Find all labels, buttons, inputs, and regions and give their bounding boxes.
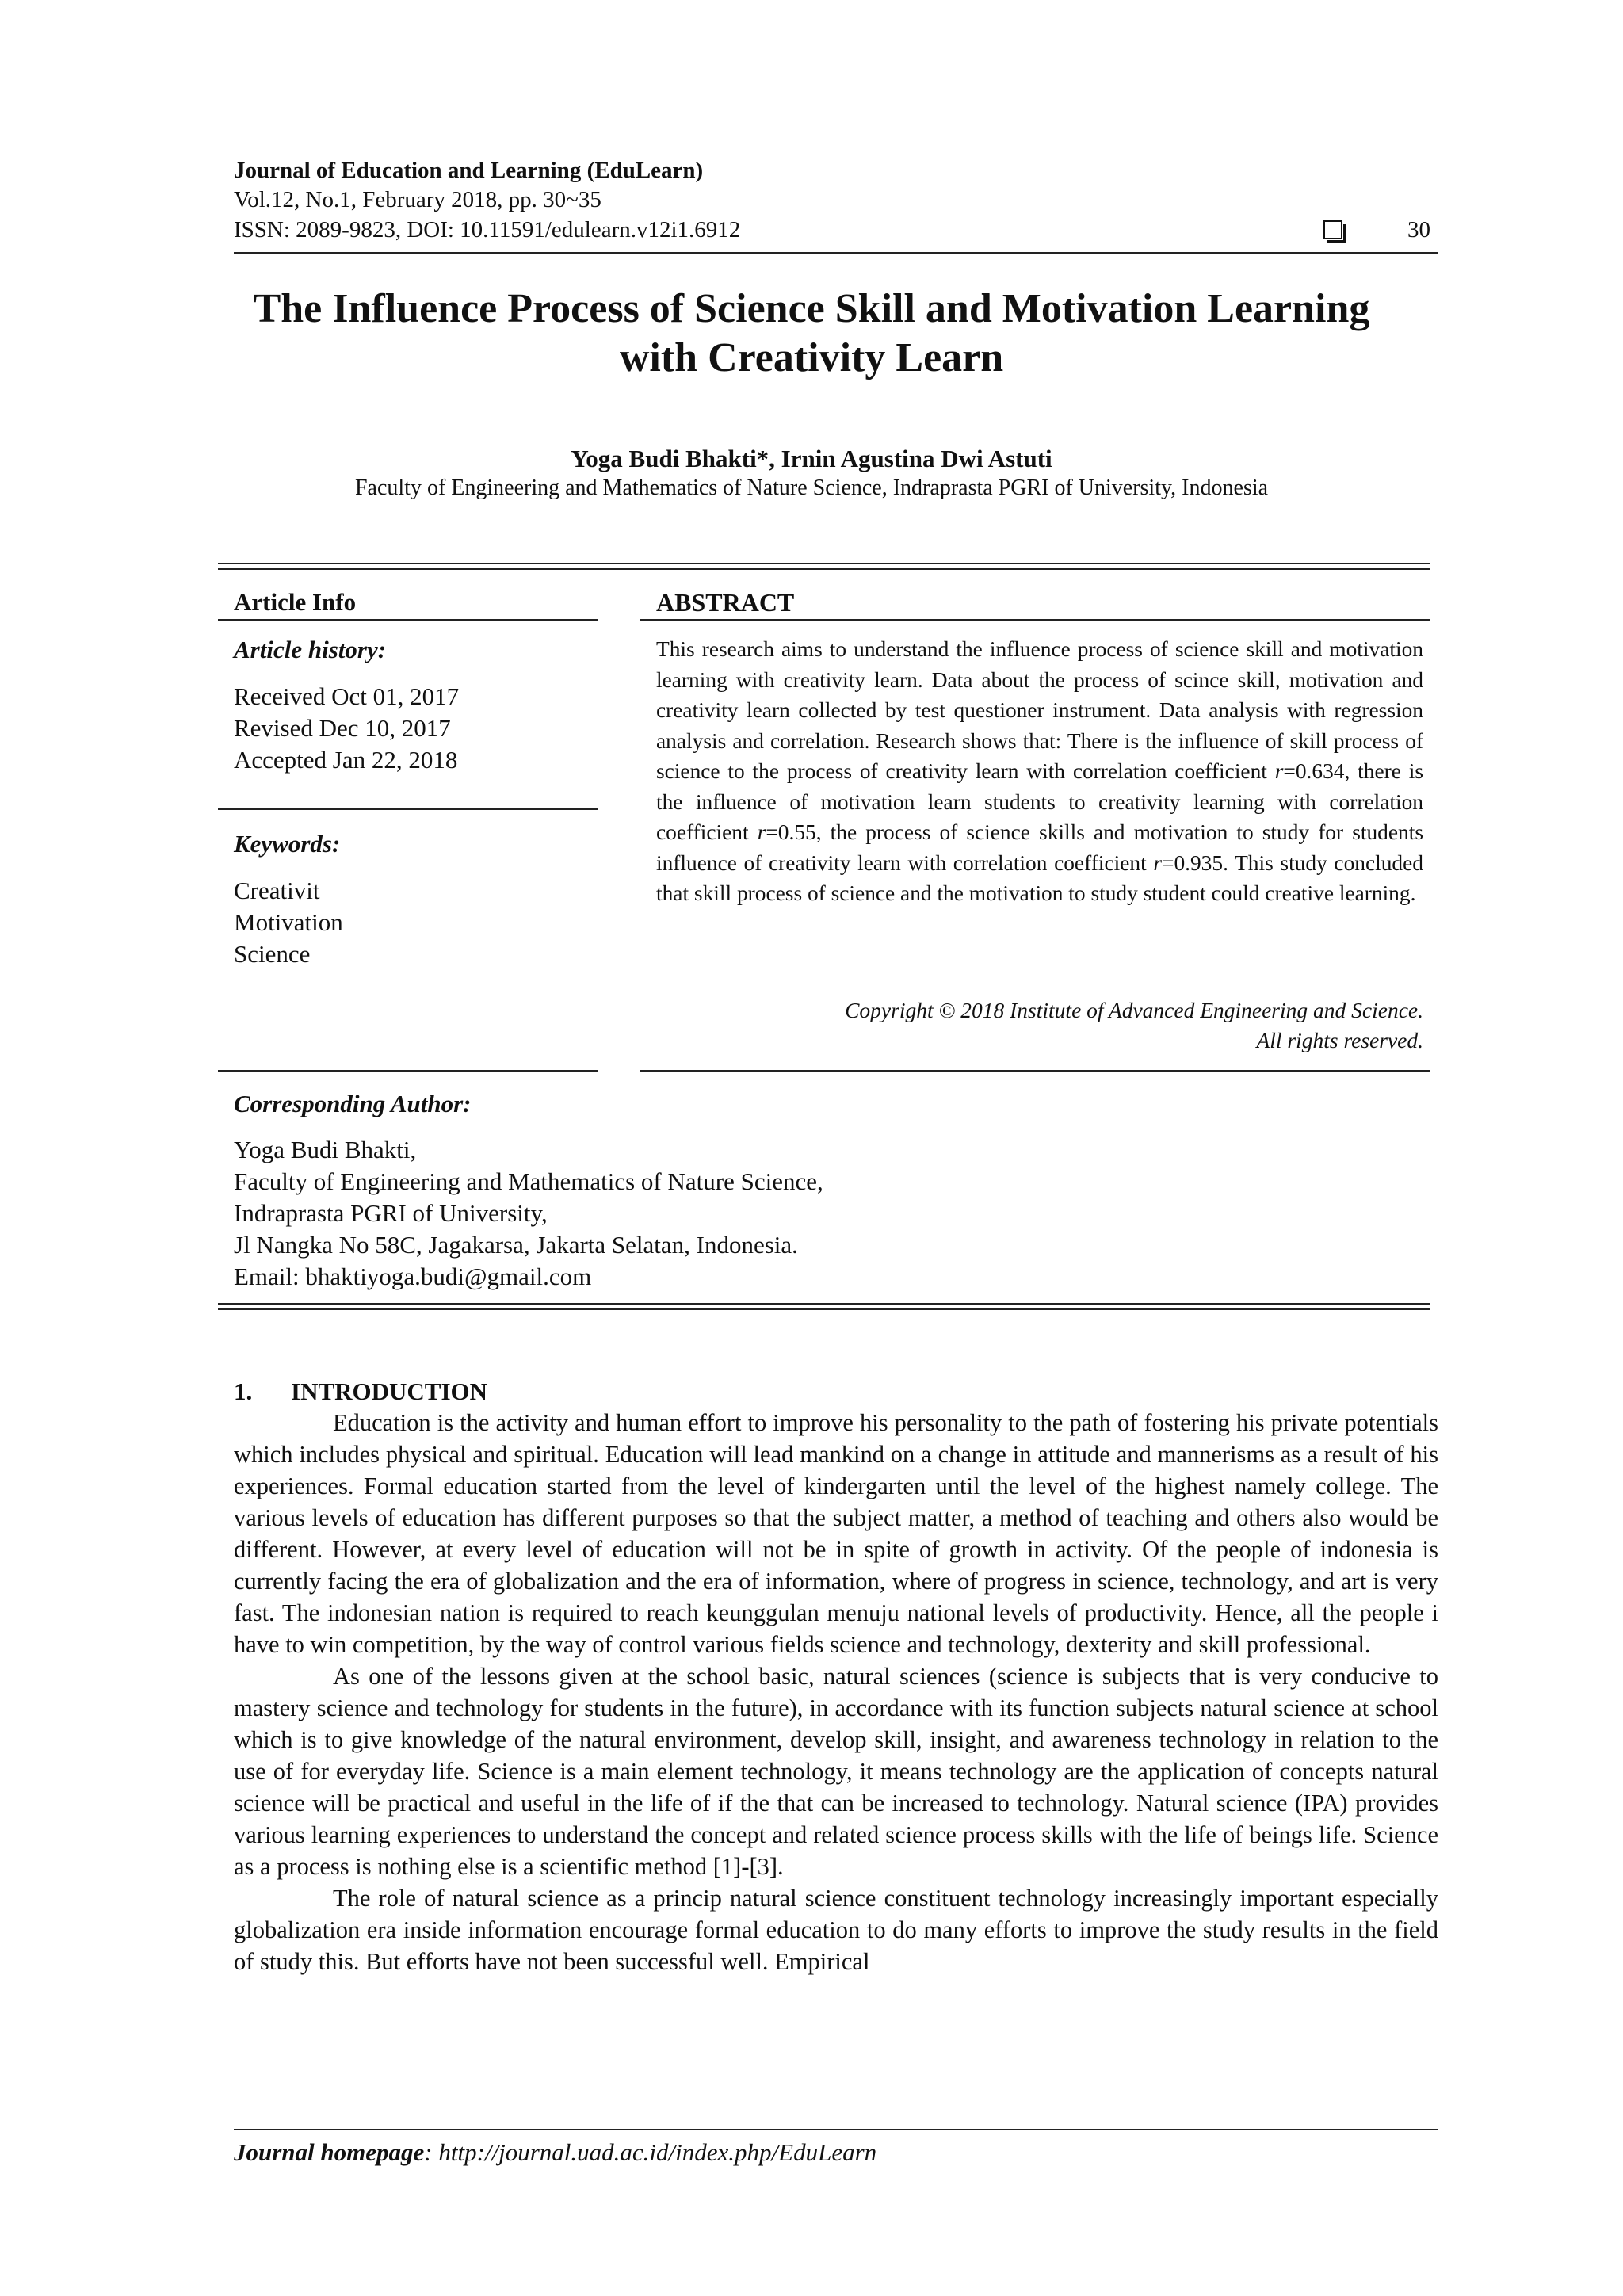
keywords-list xyxy=(234,875,598,970)
intro-paragraph-3: The role of natural science as a princip natural science constituent technology increasingly important especially globalization era inside information encourage formal education to do many efforts to improve the study results in the field of study this. But efforts have not been successful well. Empirical xyxy=(234,1885,1438,1975)
accepted-date: Accepted Jan 22, 2018 xyxy=(234,746,458,774)
info-top-rule-2 xyxy=(218,568,1430,570)
copyright-line2: All rights reserved. xyxy=(1256,1028,1423,1052)
paper-title-line1: The Influence Process of Science Skill and Motivation Learning xyxy=(253,286,1370,331)
journal-name: Journal of Education and Learning (EduLearn) xyxy=(234,158,704,183)
author-bottom-rule-2 xyxy=(218,1308,1430,1310)
revised-date: Revised Dec 10, 2017 xyxy=(234,714,451,742)
intro-paragraph-2: As one of the lessons given at the school basic, natural sciences (science is subjects that is very conducive to mastery science and technology for students in the future), in accordance with its function subjects natural science at school which is to give knowledge of the natural environment, develop skill, insight, and awareness technology in relation to the use of for everyday life. Science is a main element technology, it means technology are the application of concepts natural science will be practical and useful in the life of if the that can be increased to technology. Natural science (IPA) provides various learning experiences to understand the concept and related science process skills with the life of beings life. Science as a process is nothing else is a scientific method [1]-[3]. xyxy=(234,1663,1438,1880)
footer-rule xyxy=(234,2129,1438,2130)
keywords-label: Keywords: xyxy=(234,830,341,858)
journal-issn: ISSN: 2089-9823, DOI: 10.11591/edulearn.v12i1.6912 xyxy=(234,217,741,243)
keyword-item: Creativit xyxy=(234,877,320,904)
info-bottom-rule-right xyxy=(640,1070,1430,1072)
info-top-rule-1 xyxy=(218,563,1430,564)
abstract-text: This research aims to understand the influence process of science skill and motivation learning with creativity learn. Data about the process of scince skill, motivation and creativity learn collected by test questioner instrument. Data analysis with regression analysis and correlation. Research shows that: There is the influence of skill process of science to the process of creativity learn with correlation coefficient r=0.634, there is the influence of motivation learn students to creativity learning with correlation coefficient r=0.55, the process of science skills and motivation to study for students influence of creativity learn with correlation coefficient r=0.935. This study concluded that skill process of science and the motivation to study student could creative learning. xyxy=(656,637,1424,905)
corresponding-univ: Indraprasta PGRI of University, xyxy=(234,1199,548,1227)
author-bottom-rule-1 xyxy=(218,1303,1430,1305)
corresponding-details xyxy=(234,1134,1264,1293)
paper-title-line2: with Creativity Learn xyxy=(619,335,1004,380)
keyword-item: Motivation xyxy=(234,908,343,936)
footer-homepage xyxy=(234,2137,876,2168)
intro-paragraph-1: Education is the activity and human effort to improve his personality to the path of fostering his private potentials which includes physical and spiritual. Education will lead mankind on a change in attitude and mannerisms as a result of his experiences. Formal education started from the level of kindergarten until the level of the highest namely college. The various levels of education has different purposes so that the subject matter, a method of teaching and others also would be different. However, at every level of education will not be in spite of growth in activity. Of the people of indonesia is currently facing the era of globalization and the era of information, where of progress in science, technology, and art is very fast. The indonesian nation is required to reach keunggulan menuju national levels of productivity. Hence, all the people i have to win competition, by the way of control various fields science and technology, dexterity and skill professional. xyxy=(234,1409,1438,1658)
affiliation: Faculty of Engineering and Mathematics of Nature Science, Indraprasta PGRI of University, Indonesia xyxy=(354,476,1269,500)
authors: Yoga Budi Bhakti*, Irnin Agustina Dwi Astuti xyxy=(571,445,1052,472)
introduction-body xyxy=(234,1407,1438,1977)
article-history-label: Article history: xyxy=(234,636,387,663)
abstract-rule xyxy=(640,619,1430,621)
square-icon xyxy=(1323,220,1342,243)
header-rule xyxy=(234,252,1438,254)
footer-label: Journal homepage xyxy=(234,2138,425,2166)
article-history xyxy=(234,681,598,776)
journal-volume: Vol.12, No.1, February 2018, pp. 30~35 xyxy=(234,187,601,212)
article-info-rule xyxy=(218,619,598,621)
received-date: Received Oct 01, 2017 xyxy=(234,682,460,710)
corresponding-label: Corresponding Author: xyxy=(234,1090,472,1117)
corresponding-address: Jl Nangka No 58C, Jagakarsa, Jakarta Selatan, Indonesia. xyxy=(234,1231,798,1259)
footer-url[interactable]: : http://journal.uad.ac.id/index.php/EduLearn xyxy=(424,2138,877,2166)
copyright-line1: Copyright © 2018 Institute of Advanced Engineering and Science. xyxy=(845,998,1423,1022)
section-number: 1. xyxy=(234,1377,253,1405)
keywords-rule xyxy=(218,808,598,810)
page-number: 30 xyxy=(1407,217,1430,243)
corresponding-name: Yoga Budi Bhakti, xyxy=(234,1136,417,1163)
info-bottom-rule-left xyxy=(218,1070,598,1072)
abstract-heading: ABSTRACT xyxy=(656,588,795,617)
corresponding-email: Email: bhaktiyoga.budi@gmail.com xyxy=(234,1263,592,1290)
article-info-heading: Article Info xyxy=(234,588,357,616)
section-heading: INTRODUCTION xyxy=(291,1377,488,1405)
keyword-item: Science xyxy=(234,940,311,968)
corresponding-dept: Faculty of Engineering and Mathematics of Nature Science, xyxy=(234,1167,823,1195)
